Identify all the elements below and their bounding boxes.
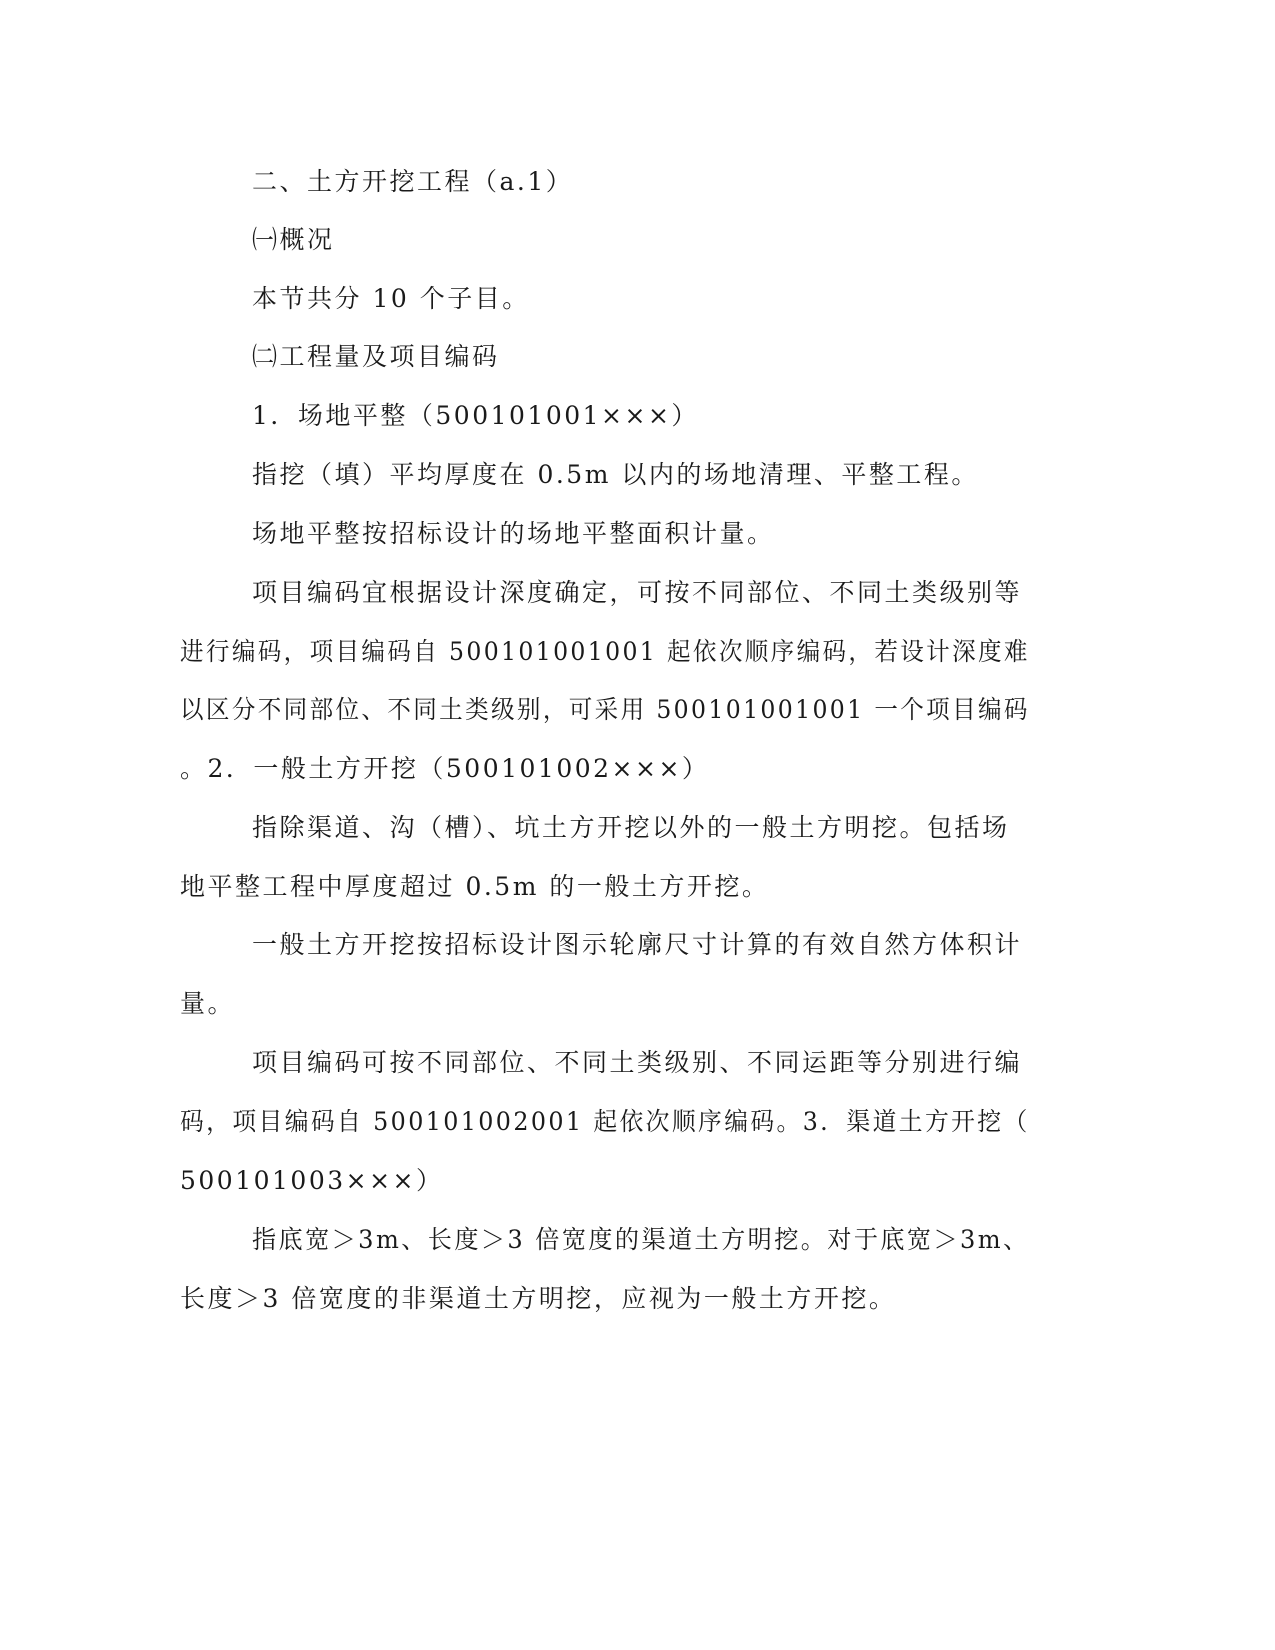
paragraph-line: 指除渠道、沟（槽）、坑土方开挖以外的一般土方明挖。包括场 (252, 813, 1010, 842)
paragraph-line: 项目编码可按不同部位、不同土类级别、不同运距等分别进行编 (252, 1048, 1023, 1077)
paragraph-line: 进行编码，项目编码自 500101001001 起依次顺序编码，若设计深度难 (180, 637, 1030, 666)
paragraph-line: 指挖（填）平均厚度在 0.5m 以内的场地清理、平整工程。 (252, 460, 979, 489)
paragraph-line: 长度＞3 倍宽度的非渠道土方明挖，应视为一般土方开挖。 (180, 1284, 897, 1313)
item-heading-general-excavation: 。2．一般土方开挖（500101002×××） (180, 754, 710, 783)
item-heading-site-leveling: 1．场地平整（500101001×××） (252, 401, 699, 430)
paragraph-line: 500101003×××） (180, 1166, 444, 1195)
paragraph-line: 一般土方开挖按招标设计图示轮廓尺寸计算的有效自然方体积计 (252, 930, 1023, 959)
paragraph-line: 指底宽＞3m、长度＞3 倍宽度的渠道土方明挖。对于底宽＞3m、 (252, 1225, 1030, 1254)
subsection-heading-overview: ㈠概况 (252, 225, 335, 254)
paragraph-line: 场地平整按招标设计的场地平整面积计量。 (252, 519, 775, 548)
paragraph-line: 本节共分 10 个子目。 (252, 284, 530, 313)
paragraph-line: 地平整工程中厚度超过 0.5m 的一般土方开挖。 (180, 872, 770, 901)
paragraph-line: 项目编码宜根据设计深度确定，可按不同部位、不同土类级别等 (252, 578, 1023, 607)
paragraph-line: 量。 (180, 989, 236, 1018)
section-heading: 二、土方开挖工程（a.1） (252, 167, 574, 196)
paragraph-line: 码，项目编码自 500101002001 起依次顺序编码。3．渠道土方开挖（ (180, 1107, 1030, 1136)
subsection-heading-quantities: ㈡工程量及项目编码 (252, 342, 500, 371)
paragraph-line: 以区分不同部位、不同土类级别，可采用 500101001001 一个项目编码 (180, 695, 1030, 724)
